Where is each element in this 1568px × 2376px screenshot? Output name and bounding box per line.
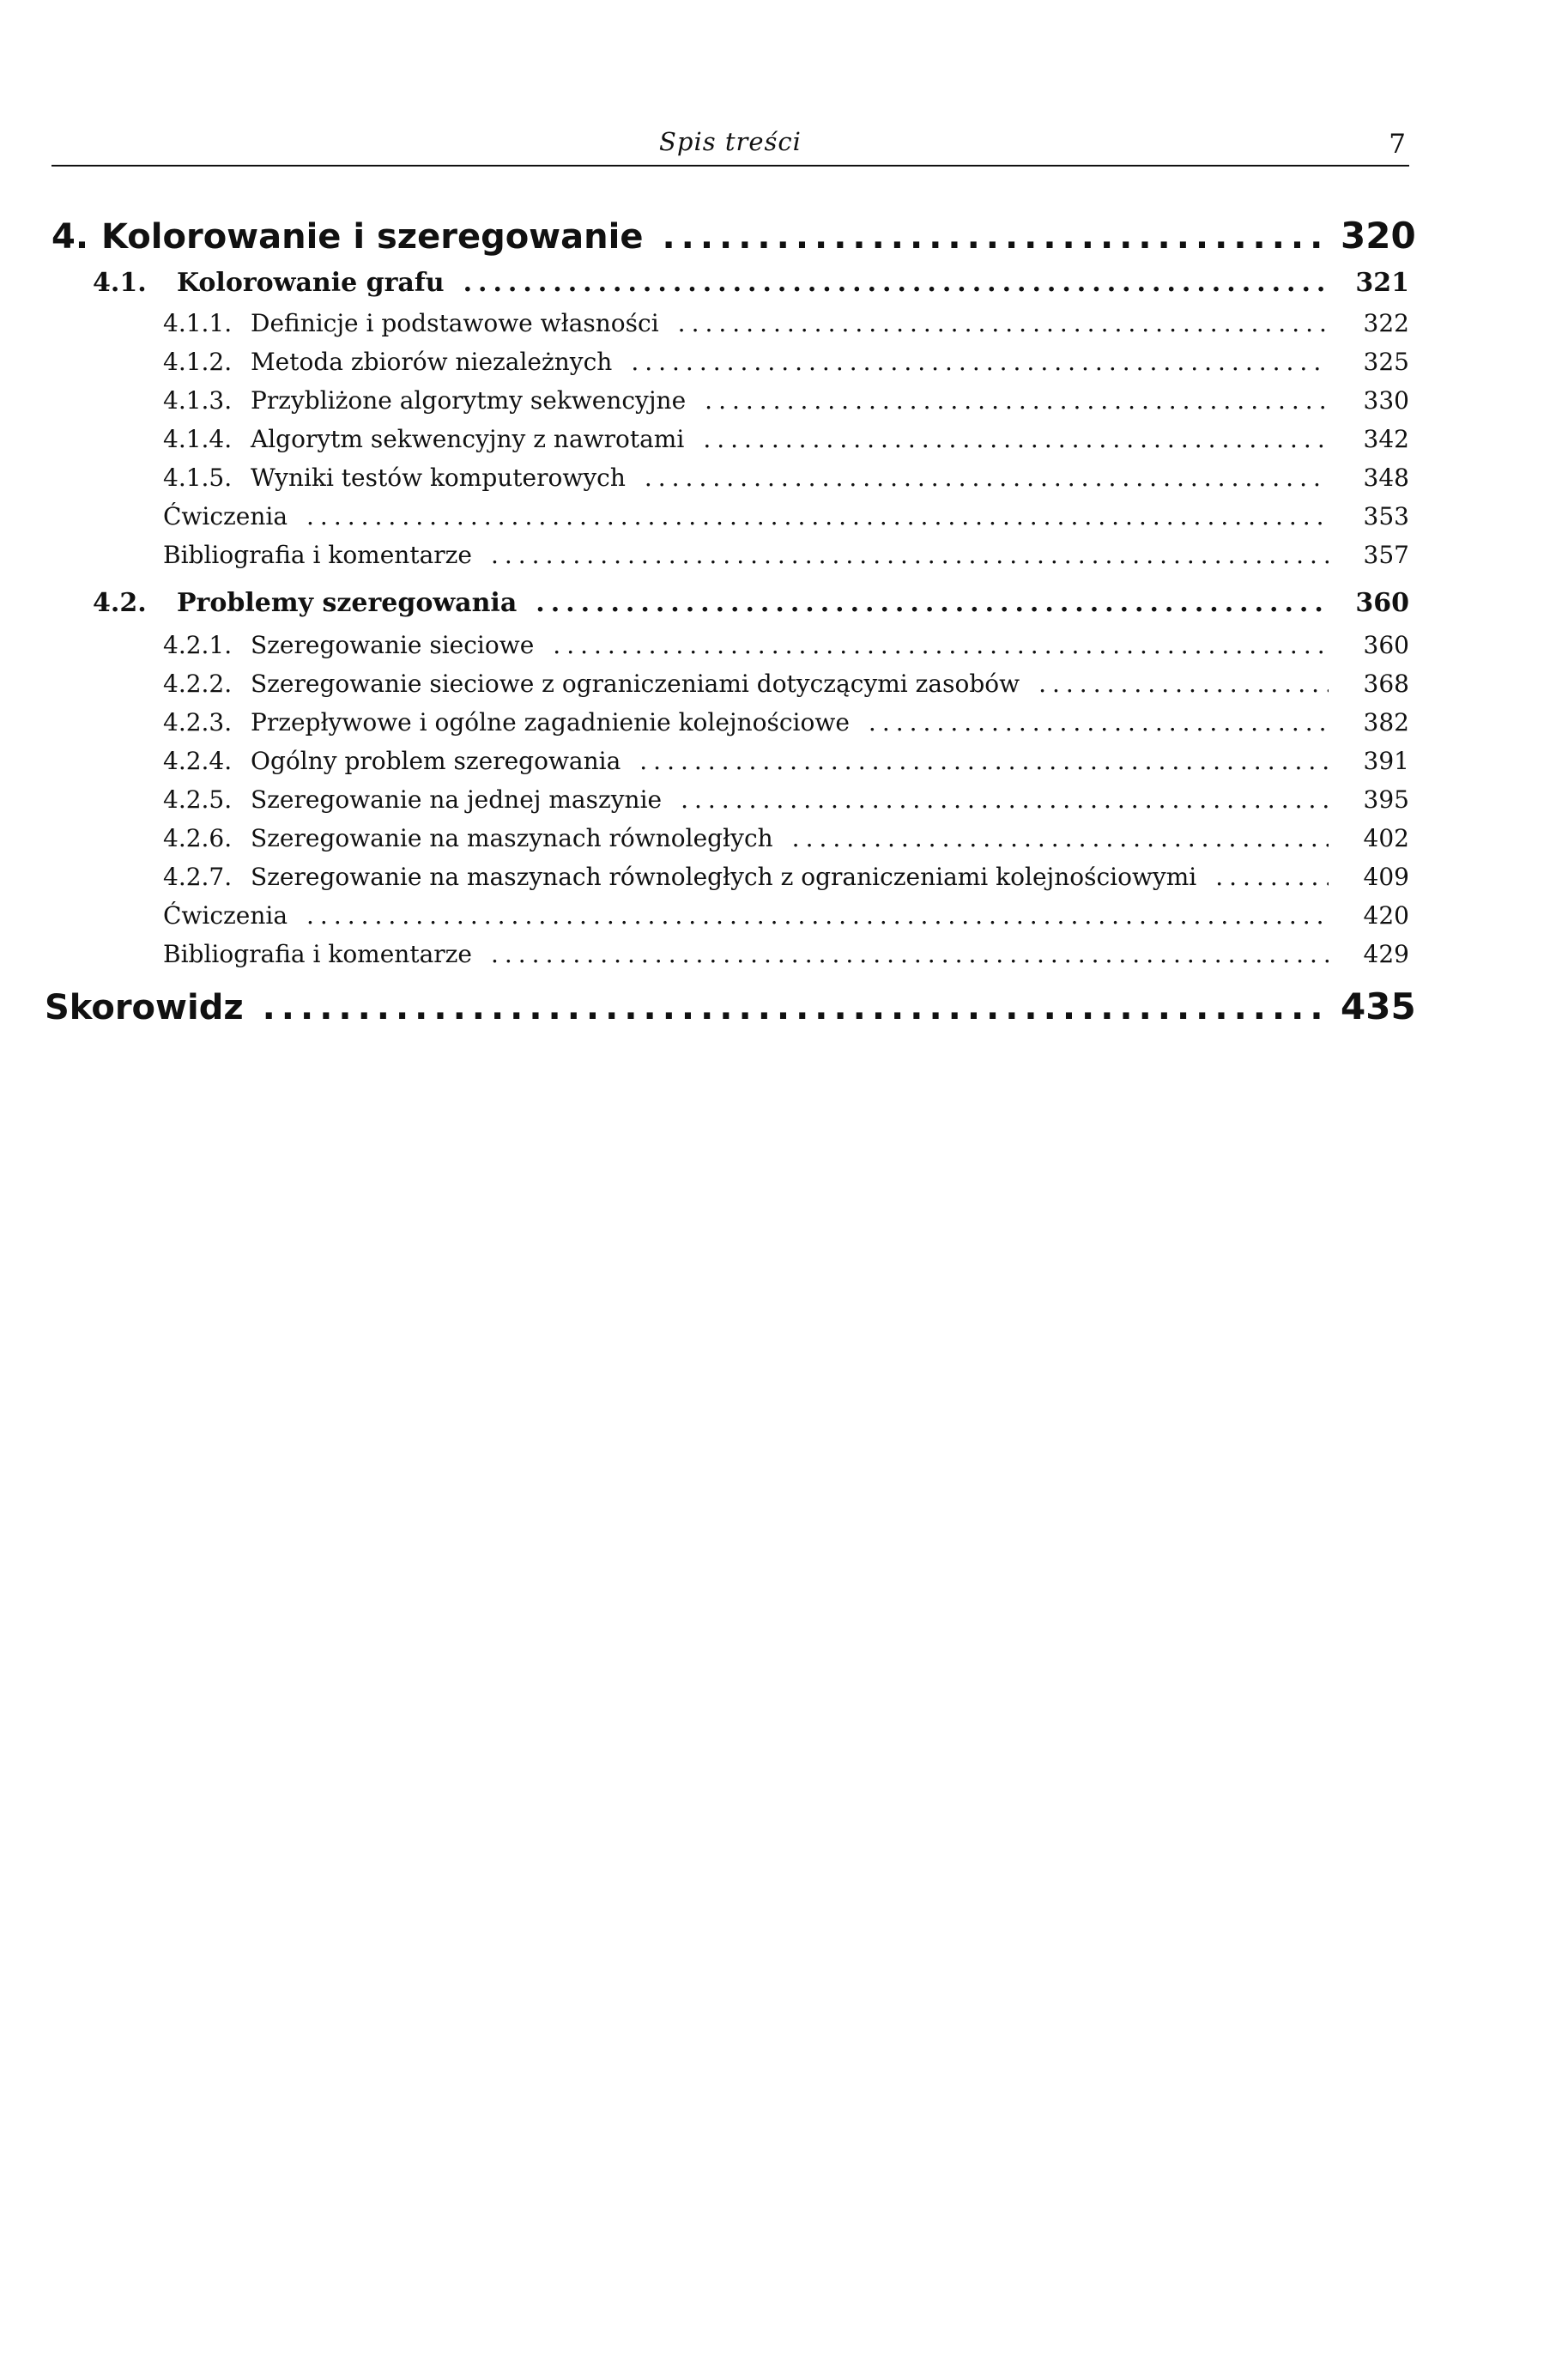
toc-page-number: 353 [1363, 502, 1409, 530]
toc-subsection-4-2-1[interactable] [163, 631, 1409, 659]
dot-leader [705, 386, 1329, 415]
dot-leader [662, 217, 1329, 257]
running-title: Spis treści [659, 127, 802, 156]
toc-index[interactable] [45, 985, 1416, 1027]
toc-page-number: 409 [1363, 863, 1409, 891]
toc-section-4-2[interactable] [93, 588, 1409, 618]
toc-number: 4.2.2. [163, 670, 233, 698]
toc-title: Przybliżone algorytmy sekwencyjne [251, 386, 687, 415]
toc-subsection-4-2-3[interactable] [163, 708, 1409, 736]
toc-title: Bibliografia i komentarze [163, 541, 472, 569]
toc-subsection-4-2-7[interactable] [163, 863, 1409, 891]
dot-leader [703, 425, 1329, 453]
toc-page-number: 429 [1363, 940, 1409, 968]
toc-page-number: 357 [1363, 541, 1409, 569]
toc-title: Kolorowanie i szeregowanie [101, 217, 644, 257]
toc-subsection-4-1-1[interactable] [163, 309, 1409, 337]
toc-title: Skorowidz [45, 988, 244, 1027]
toc-number: 4.1. [93, 268, 147, 298]
toc-title: Ćwiczenia [163, 502, 288, 530]
toc-title: Metoda zbiorów niezależnych [251, 348, 613, 376]
toc-bibliography-4-1[interactable] [163, 541, 1409, 569]
page-number: 7 [1389, 129, 1406, 160]
toc-subsection-4-2-5[interactable] [163, 785, 1409, 814]
toc-exercises-4-1[interactable] [163, 502, 1409, 530]
toc-number: 4.1.1. [163, 309, 233, 337]
dot-leader [631, 348, 1329, 376]
dot-leader [536, 588, 1329, 618]
toc-subsection-4-1-5[interactable] [163, 464, 1409, 492]
toc-title: Szeregowanie na jednej maszynie [251, 785, 663, 814]
toc-title: Ćwiczenia [163, 901, 288, 930]
toc-number: 4.2.3. [163, 708, 233, 736]
toc-title: Szeregowanie na maszynach równoległych z ograniczeniami kolejnościowymi [251, 863, 1197, 891]
toc-page-number: 321 [1355, 268, 1409, 298]
toc-number: 4.2.6. [163, 824, 233, 852]
dot-leader [491, 541, 1329, 569]
dot-leader [1038, 670, 1329, 698]
dot-leader [263, 988, 1329, 1027]
toc-title: Przepływowe i ogólne zagadnienie kolejnościowe [251, 708, 850, 736]
toc-number: 4.2.5. [163, 785, 233, 814]
toc-title: Szeregowanie na maszynach równoległych [251, 824, 773, 852]
toc-number: 4.1.2. [163, 348, 233, 376]
toc-chapter-4[interactable] [51, 215, 1416, 257]
toc-title: Wyniki testów komputerowych [251, 464, 626, 492]
toc-subsection-4-1-2[interactable] [163, 348, 1409, 376]
dot-leader [306, 502, 1329, 530]
toc-number: 4.1.4. [163, 425, 233, 453]
toc-title: Kolorowanie grafu [177, 268, 445, 298]
toc-page-number: 402 [1363, 824, 1409, 852]
dot-leader [1215, 863, 1329, 891]
toc-title: Algorytm sekwencyjny z nawrotami [251, 425, 685, 453]
toc-number: 4. [51, 217, 89, 257]
toc-number: 4.1.3. [163, 386, 233, 415]
toc-subsection-4-1-3[interactable] [163, 386, 1409, 415]
toc-page-number: 382 [1363, 708, 1409, 736]
toc-title: Szeregowanie sieciowe [251, 631, 535, 659]
toc-title: Ogólny problem szeregowania [251, 747, 621, 775]
toc-title: Definicje i podstawowe własności [251, 309, 659, 337]
toc-number: 4.2. [93, 588, 147, 618]
toc-page-number: 435 [1341, 985, 1416, 1027]
toc-page-number: 368 [1363, 670, 1409, 698]
toc-number: 4.2.7. [163, 863, 233, 891]
dot-leader [869, 708, 1329, 736]
toc-bibliography-4-2[interactable] [163, 940, 1409, 968]
dot-leader [306, 901, 1329, 930]
dot-leader [491, 940, 1329, 968]
dot-leader [681, 785, 1329, 814]
toc-page-number: 330 [1363, 386, 1409, 415]
toc-number: 4.2.1. [163, 631, 233, 659]
dot-leader [639, 747, 1329, 775]
toc-exercises-4-2[interactable] [163, 901, 1409, 930]
toc-title: Bibliografia i komentarze [163, 940, 472, 968]
dot-leader [678, 309, 1329, 337]
toc-subsection-4-2-6[interactable] [163, 824, 1409, 852]
toc-page-number: 325 [1363, 348, 1409, 376]
toc-page-number: 395 [1363, 785, 1409, 814]
toc-page-number: 348 [1363, 464, 1409, 492]
toc-number: 4.2.4. [163, 747, 233, 775]
dot-leader [645, 464, 1329, 492]
toc-section-4-1[interactable] [93, 268, 1409, 298]
toc-page-number: 320 [1341, 215, 1416, 257]
toc-subsection-4-2-4[interactable] [163, 747, 1409, 775]
toc-page-number: 342 [1363, 425, 1409, 453]
dot-leader [553, 631, 1329, 659]
toc-number: 4.1.5. [163, 464, 233, 492]
toc-title: Szeregowanie sieciowe z ograniczeniami dotyczącymi zasobów [251, 670, 1020, 698]
toc-title: Problemy szeregowania [177, 588, 518, 618]
toc-subsection-4-1-4[interactable] [163, 425, 1409, 453]
toc-page-number: 360 [1363, 631, 1409, 659]
toc-page-number: 420 [1363, 901, 1409, 930]
dot-leader [463, 268, 1329, 298]
toc-subsection-4-2-2[interactable] [163, 670, 1409, 698]
dot-leader [792, 824, 1329, 852]
toc-page-number: 360 [1355, 588, 1409, 618]
toc-page-number: 322 [1363, 309, 1409, 337]
toc-page-number: 391 [1363, 747, 1409, 775]
